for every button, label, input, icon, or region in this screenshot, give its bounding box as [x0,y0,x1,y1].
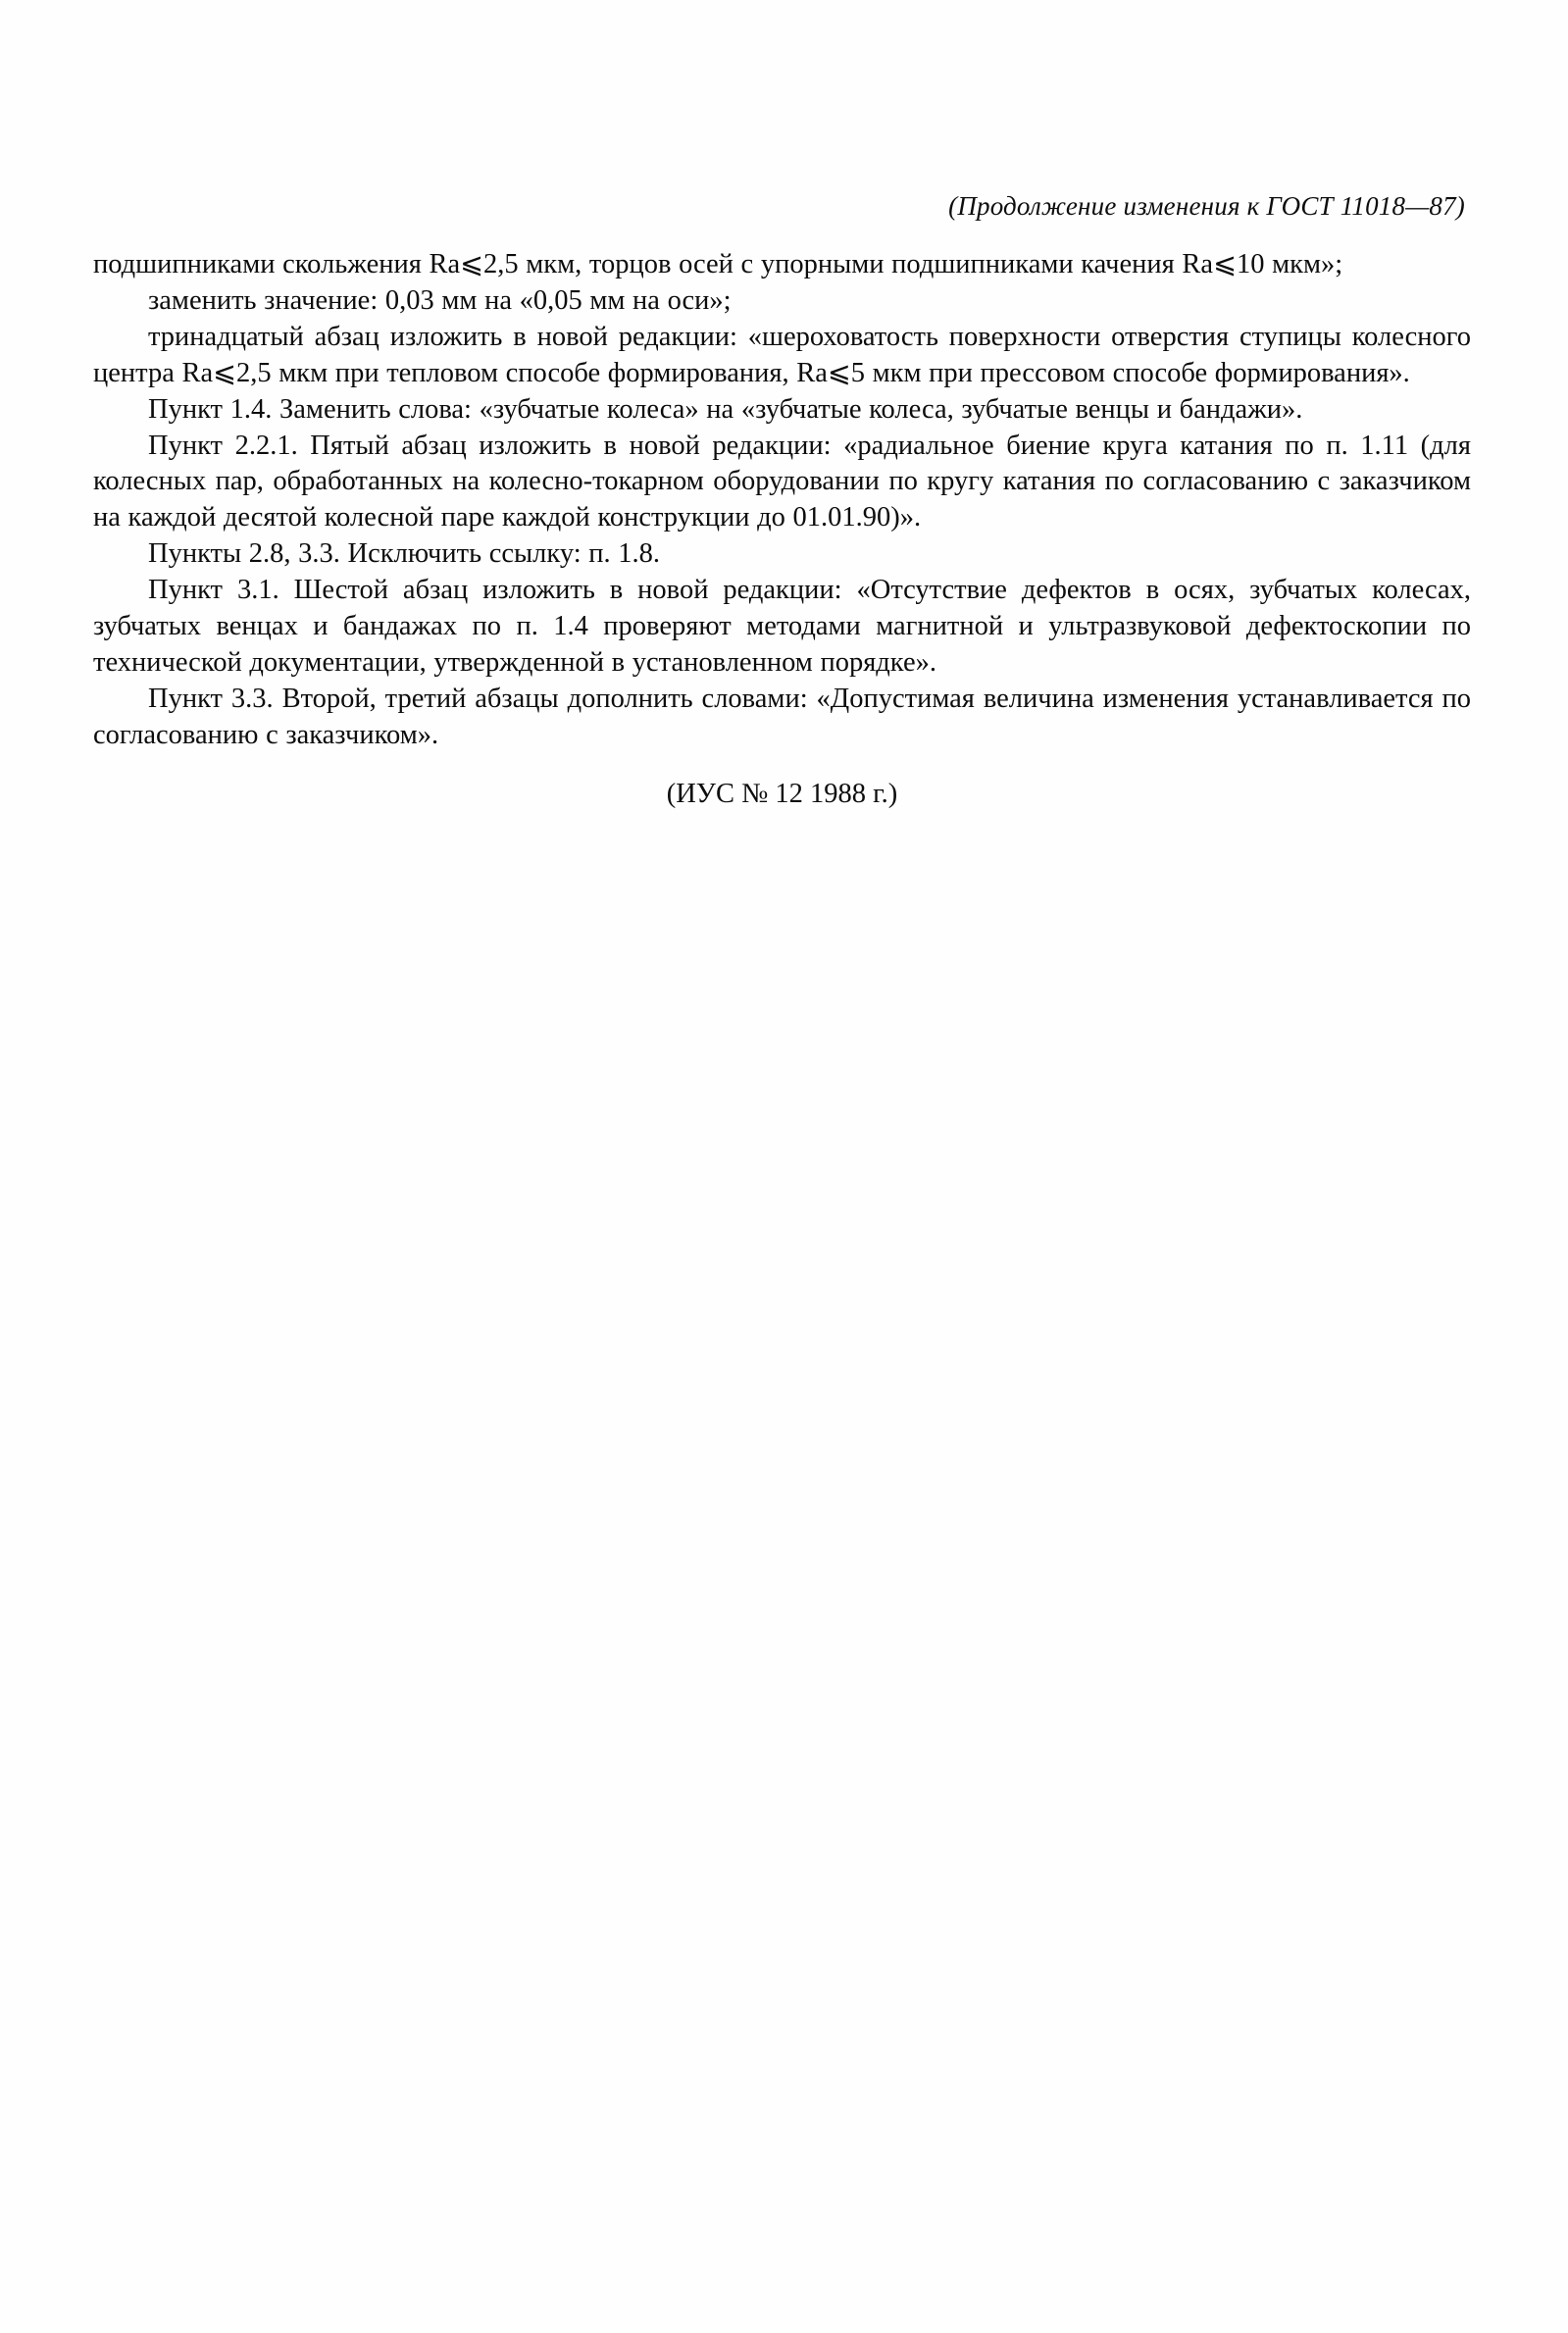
paragraph-bearings: подшипниками скольжения Ra⩽2,5 мкм, торцов осей с упорными подшипниками качения Ra⩽10 мкм»; [93,249,1343,279]
paragraph-item-1-4: Пункт 1.4. Заменить слова: «зубчатые колеса» на «зубчатые колеса, зубчатые венцы и бандажи». [148,393,1303,425]
document-body [93,191,1471,812]
document-footer: (ИУС № 12 1988 г.) [666,778,898,809]
document-header: (Продолжение изменения к ГОСТ 11018—87) [948,191,1465,221]
paragraph-item-3-3: Пункт 3.3. Второй, третий абзацы дополнить словами: «Допустимая величина изменения устанавливается по согласованию с заказчиком». [93,683,1471,750]
paragraph-items-2-8-3-3: Пункты 2.8, 3.3. Исключить ссылку: п. 1.8. [148,538,660,570]
paragraph-item-3-1: Пункт 3.1. Шестой абзац изложить в новой редакции: «Отсутствие дефектов в осях, зубчатых колесах, зубчатых венцах и бандажах по п. 1.4 проверяют методами магнитной и ультразвуковой дефектоскопии по технической документации, утвержденной в установленном порядке». [93,575,1471,678]
paragraph-thirteenth-clause: тринадцатый абзац изложить в новой редакции: «шероховатость поверхности отверстия ступицы колесного центра Ra⩽2,5 мкм при тепловом способе формирования, Ra⩽5 мкм при прессовом способе формирования». [93,321,1471,388]
paragraph-replace-value: заменить значение: 0,03 мм на «0,05 мм на оси»; [148,284,732,316]
paragraph-item-2-2-1: Пункт 2.2.1. Пятый абзац изложить в новой редакции: «радиальное биение круга катания по п. 1.11 (для колесных пар, обработанных на колесно-токарном оборудовании по кругу катания по согласованию с заказчиком на каждой десятой колесной паре каждой конструкции до 01.01.90)». [93,430,1471,533]
